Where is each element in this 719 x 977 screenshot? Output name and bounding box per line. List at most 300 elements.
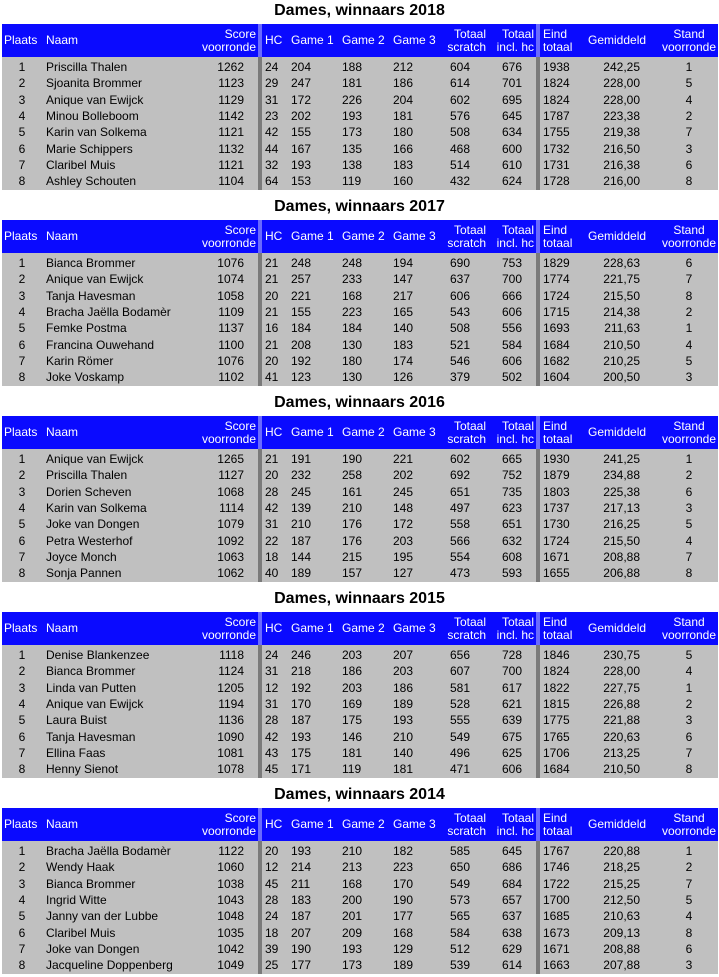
cell-hc: 21 (265, 337, 279, 352)
cell-totaal-inclhc: 752 (501, 468, 522, 483)
cell-gemiddeld: 210,50 (603, 337, 640, 352)
header-plaats: Plaats (4, 817, 38, 831)
cell-plaats: 6 (18, 729, 26, 744)
results-table-section (0, 0, 719, 190)
header-totaal-inclhc (488, 220, 534, 253)
cell-totaal-scratch: 607 (449, 664, 470, 679)
header-scratch-line1: Totaal (453, 26, 486, 41)
cell-totaal-scratch: 637 (449, 272, 470, 287)
cell-gemiddeld: 220,88 (603, 844, 640, 858)
cell-naam: Ellina Faas (46, 745, 106, 760)
cell-plaats: 4 (18, 108, 26, 123)
cell-totaal-scratch: 379 (449, 370, 470, 385)
header-inclhc-line1: Totaal (501, 26, 534, 41)
cell-game3: 203 (393, 664, 414, 679)
cell-totaal-inclhc: 621 (501, 696, 522, 711)
cell-gemiddeld: 209,13 (603, 925, 640, 940)
table-header (2, 416, 718, 449)
cell-plaats: 3 (18, 288, 26, 303)
cell-eind-totaal: 1737 (543, 500, 570, 515)
cell-hc: 20 (265, 844, 279, 858)
cell-totaal-scratch: 432 (449, 174, 470, 189)
cell-hc: 39 (265, 941, 279, 956)
cell-stand-voorronde: 4 (685, 664, 693, 679)
cell-totaal-inclhc: 624 (501, 174, 522, 189)
cell-game1: 245 (291, 484, 312, 499)
header-inclhc-line2: incl. hc (496, 431, 534, 446)
cell-stand-voorronde: 2 (685, 468, 693, 483)
cell-gemiddeld: 216,25 (603, 517, 640, 532)
cell-hc: 21 (265, 272, 279, 287)
cell-stand-voorronde: 2 (685, 108, 693, 123)
cell-gemiddeld: 228,00 (603, 76, 640, 91)
cell-hc: 21 (265, 452, 279, 466)
cell-stand-voorronde: 6 (685, 941, 693, 956)
cell-totaal-inclhc: 632 (501, 533, 522, 548)
header-game1: Game 1 (291, 229, 334, 243)
cell-score-voorronde: 1078 (217, 762, 244, 777)
header-eind-line1: Eind (543, 614, 568, 629)
results-table-section (0, 392, 719, 582)
cell-plaats: 6 (18, 925, 26, 940)
cell-game3: 223 (393, 860, 414, 875)
cell-score-voorronde: 1076 (217, 353, 244, 368)
header-score-line2: voorronde (201, 39, 256, 54)
header-eind-line2: totaal (543, 235, 573, 250)
cell-stand-voorronde: 8 (685, 174, 693, 189)
header-score-line1: Score (224, 222, 256, 237)
cell-totaal-scratch: 690 (449, 256, 470, 270)
cell-eind-totaal: 1746 (543, 860, 570, 875)
cell-naam: Joke van Dongen (46, 941, 140, 956)
cell-eind-totaal: 1715 (543, 304, 570, 319)
cell-plaats: 1 (18, 256, 26, 270)
cell-hc: 40 (265, 566, 279, 581)
cell-naam: Bianca Brommer (46, 664, 136, 679)
header-game3: Game 3 (393, 621, 436, 635)
header-inclhc-line2: incl. hc (496, 39, 534, 54)
header-stand-line2: voorronde (661, 39, 717, 54)
header-game3: Game 3 (393, 425, 436, 439)
header-naam: Naam (46, 621, 79, 635)
cell-gemiddeld: 216,00 (603, 174, 640, 189)
cell-game2: 209 (342, 925, 363, 940)
cell-game1: 211 (291, 876, 311, 891)
cell-totaal-scratch: 468 (449, 141, 470, 156)
header-plaats: Plaats (4, 425, 38, 439)
cell-naam: Bianca Brommer (46, 876, 136, 891)
cell-game1: 193 (291, 729, 312, 744)
cell-hc: 22 (265, 533, 279, 548)
cell-gemiddeld: 228,00 (603, 664, 640, 679)
cell-totaal-scratch: 602 (449, 92, 470, 107)
header-scratch-line2: scratch (447, 627, 486, 642)
cell-gemiddeld: 218,25 (603, 860, 640, 875)
cell-totaal-scratch: 614 (449, 76, 470, 91)
table-row (2, 533, 718, 549)
cell-totaal-scratch: 555 (449, 713, 470, 728)
cell-hc: 20 (265, 468, 279, 483)
cell-eind-totaal: 1722 (543, 876, 570, 891)
cell-game3: 204 (393, 92, 414, 107)
cell-score-voorronde: 1137 (218, 321, 244, 336)
cell-game2: 176 (342, 533, 363, 548)
cell-game1: 155 (291, 304, 312, 319)
cell-game3: 168 (393, 925, 414, 940)
table-row (2, 876, 718, 892)
cell-stand-voorronde: 7 (685, 272, 693, 287)
cell-eind-totaal: 1732 (543, 141, 570, 156)
cell-totaal-inclhc: 606 (501, 762, 522, 777)
cell-totaal-inclhc: 606 (501, 353, 522, 368)
cell-game3: 186 (393, 680, 414, 695)
cell-game2: 200 (342, 892, 363, 907)
header-stand-line2: voorronde (661, 823, 717, 838)
cell-stand-voorronde: 8 (685, 762, 693, 777)
cell-hc: 31 (265, 696, 279, 711)
cell-stand-voorronde: 3 (685, 141, 693, 156)
cell-eind-totaal: 1663 (543, 958, 570, 973)
cell-totaal-inclhc: 610 (501, 157, 522, 172)
cell-plaats: 8 (18, 958, 26, 973)
cell-totaal-scratch: 656 (449, 648, 470, 662)
cell-plaats: 1 (18, 844, 26, 858)
cell-naam: Priscilla Thalen (46, 468, 128, 483)
cell-stand-voorronde: 8 (685, 925, 693, 940)
cell-totaal-inclhc: 753 (501, 256, 522, 270)
cell-game1: 202 (291, 108, 312, 123)
header-gemiddeld: Gemiddeld (588, 817, 647, 831)
table-row (2, 941, 718, 957)
cell-game1: 183 (291, 892, 312, 907)
cell-eind-totaal: 1803 (543, 484, 570, 499)
cell-eind-totaal: 1684 (543, 762, 570, 777)
table-row (2, 516, 718, 532)
table-row (2, 255, 718, 271)
header-stand-line1: Stand (673, 222, 705, 237)
cell-game2: 213 (342, 860, 363, 875)
cell-game3: 174 (393, 353, 414, 368)
cell-game2: 226 (342, 92, 363, 107)
cell-hc: 28 (265, 713, 279, 728)
cell-hc: 29 (265, 76, 279, 91)
cell-stand-voorronde: 1 (685, 60, 693, 74)
table-row (2, 745, 718, 761)
header-eind-line2: totaal (543, 39, 573, 54)
header-scratch-line2: scratch (447, 39, 486, 54)
table-row (2, 108, 718, 124)
header-stand-line2: voorronde (661, 235, 717, 250)
cell-hc: 25 (265, 958, 279, 973)
table-row (2, 680, 718, 696)
table-row (2, 353, 718, 369)
cell-totaal-inclhc: 657 (501, 892, 522, 907)
cell-game3: 172 (393, 517, 414, 532)
cell-totaal-scratch: 576 (449, 108, 470, 123)
cell-game2: 223 (342, 304, 363, 319)
cell-plaats: 3 (18, 876, 26, 891)
cell-gemiddeld: 215,25 (603, 876, 640, 891)
cell-game3: 147 (393, 272, 414, 287)
header-separator (258, 220, 262, 253)
header-hc: HC (265, 229, 283, 243)
cell-score-voorronde: 1109 (218, 304, 244, 319)
table-row (2, 288, 718, 304)
cell-game1: 170 (291, 696, 312, 711)
cell-score-voorronde: 1058 (217, 288, 244, 303)
cell-game3: 210 (393, 729, 414, 744)
cell-eind-totaal: 1728 (543, 174, 570, 189)
cell-gemiddeld: 215,50 (603, 288, 640, 303)
header-scratch-line1: Totaal (453, 810, 486, 825)
cell-game1: 184 (291, 321, 312, 336)
cell-gemiddeld: 210,50 (603, 762, 640, 777)
cell-plaats: 6 (18, 337, 26, 352)
cell-naam: Anique van Ewijck (46, 92, 144, 107)
cell-game1: 187 (291, 533, 312, 548)
cell-plaats: 3 (18, 484, 26, 499)
cell-gemiddeld: 212,50 (603, 892, 640, 907)
cell-eind-totaal: 1765 (543, 729, 570, 744)
cell-naam: Bianca Brommer (46, 256, 136, 270)
cell-gemiddeld: 208,88 (603, 941, 640, 956)
cell-totaal-inclhc: 666 (501, 288, 522, 303)
header-game3: Game 3 (393, 817, 436, 831)
header-eind-line1: Eind (543, 418, 568, 433)
table-row (2, 549, 718, 565)
cell-game3: 190 (393, 892, 414, 907)
cell-score-voorronde: 1100 (218, 337, 244, 352)
cell-gemiddeld: 219,38 (603, 125, 640, 140)
header-score-line1: Score (224, 810, 256, 825)
cell-game2: 119 (342, 762, 362, 777)
cell-plaats: 7 (18, 549, 26, 564)
header-separator (536, 416, 540, 449)
cell-gemiddeld: 210,63 (603, 909, 640, 924)
cell-stand-voorronde: 2 (685, 304, 693, 319)
cell-stand-voorronde: 1 (685, 321, 693, 336)
table-row (2, 141, 718, 157)
header-game1: Game 1 (291, 425, 334, 439)
cell-stand-voorronde: 1 (685, 680, 693, 695)
cell-score-voorronde: 1205 (217, 680, 244, 695)
cell-eind-totaal: 1685 (543, 909, 570, 924)
cell-eind-totaal: 1829 (543, 256, 570, 270)
header-separator (536, 808, 540, 841)
cell-gemiddeld: 242,25 (603, 60, 640, 74)
cell-naam: Anique van Ewijck (46, 272, 144, 287)
cell-stand-voorronde: 1 (685, 844, 693, 858)
cell-totaal-scratch: 584 (449, 925, 470, 940)
cell-gemiddeld: 211,63 (604, 321, 640, 336)
header-separator (258, 416, 262, 449)
cell-gemiddeld: 241,25 (603, 452, 640, 466)
cell-naam: Bracha Jaëlla Bodamèr (46, 844, 171, 858)
table-row (2, 467, 718, 483)
header-stand-line2: voorronde (661, 627, 717, 642)
table-row (2, 157, 718, 173)
cell-naam: Karin van Solkema (46, 125, 147, 140)
cell-eind-totaal: 1846 (543, 648, 570, 662)
results-table-section (0, 588, 719, 778)
cell-totaal-scratch: 692 (449, 468, 470, 483)
cell-game3: 165 (393, 304, 414, 319)
cell-gemiddeld: 208,88 (603, 549, 640, 564)
cell-game2: 173 (342, 958, 363, 973)
header-scratch-line2: scratch (447, 431, 486, 446)
cell-eind-totaal: 1787 (543, 108, 570, 123)
cell-game2: 203 (342, 680, 363, 695)
cell-naam: Claribel Muis (46, 925, 116, 940)
cell-game1: 144 (291, 549, 312, 564)
cell-game1: 172 (291, 92, 312, 107)
header-score-voorronde (196, 416, 256, 449)
cell-totaal-inclhc: 651 (501, 517, 522, 532)
cell-game1: 123 (291, 370, 312, 385)
header-game3: Game 3 (393, 33, 436, 47)
header-separator (536, 220, 540, 253)
cell-game1: 214 (291, 860, 312, 875)
cell-game1: 190 (291, 941, 312, 956)
table-row (2, 925, 718, 941)
cell-totaal-inclhc: 675 (501, 729, 522, 744)
cell-naam: Sjoanita Brommer (46, 76, 143, 91)
cell-game3: 126 (393, 370, 414, 385)
header-game1: Game 1 (291, 621, 334, 635)
cell-plaats: 7 (18, 353, 26, 368)
header-eind-line1: Eind (543, 26, 568, 41)
cell-totaal-inclhc: 614 (501, 958, 522, 973)
cell-stand-voorronde: 5 (685, 353, 693, 368)
table-row (2, 59, 718, 75)
cell-hc: 45 (265, 876, 279, 891)
cell-game3: 195 (393, 549, 414, 564)
cell-game1: 207 (291, 925, 312, 940)
cell-score-voorronde: 1062 (217, 566, 244, 581)
cell-eind-totaal: 1724 (543, 533, 570, 548)
cell-plaats: 4 (18, 500, 26, 515)
cell-gemiddeld: 207,88 (603, 958, 640, 973)
table-body (2, 645, 718, 778)
cell-gemiddeld: 215,50 (603, 533, 640, 548)
cell-naam: Minou Bolleboom (46, 108, 139, 123)
cell-totaal-scratch: 549 (449, 876, 470, 891)
header-stand-voorronde (662, 416, 716, 449)
table-row (2, 369, 718, 385)
cell-gemiddeld: 223,38 (603, 108, 640, 123)
header-naam: Naam (46, 33, 79, 47)
cell-game2: 130 (342, 337, 363, 352)
cell-eind-totaal: 1938 (543, 60, 570, 74)
cell-totaal-scratch: 512 (449, 941, 470, 956)
table-title: Dames, winnaars 2016 (274, 394, 445, 411)
cell-stand-voorronde: 3 (685, 370, 693, 385)
cell-game1: 232 (291, 468, 312, 483)
table-row (2, 500, 718, 516)
cell-game2: 201 (342, 909, 363, 924)
cell-eind-totaal: 1774 (543, 272, 570, 287)
table-header (2, 220, 718, 253)
cell-totaal-inclhc: 676 (501, 60, 522, 74)
cell-game2: 138 (342, 157, 363, 172)
cell-score-voorronde: 1262 (217, 60, 244, 74)
header-stand-line1: Stand (673, 810, 705, 825)
cell-game1: 191 (291, 452, 312, 466)
cell-hc: 31 (265, 92, 279, 107)
cell-hc: 32 (265, 157, 279, 172)
cell-stand-voorronde: 1 (685, 452, 693, 466)
cell-game2: 119 (342, 174, 362, 189)
cell-totaal-scratch: 528 (449, 696, 470, 711)
cell-hc: 20 (265, 288, 279, 303)
table-row (2, 729, 718, 745)
cell-game1: 187 (291, 713, 312, 728)
cell-game2: 168 (342, 876, 363, 891)
header-gemiddeld: Gemiddeld (588, 425, 647, 439)
cell-game1: 193 (291, 157, 312, 172)
cell-plaats: 3 (18, 92, 26, 107)
cell-hc: 21 (265, 304, 279, 319)
cell-stand-voorronde: 2 (685, 860, 693, 875)
cell-game3: 140 (393, 321, 414, 336)
cell-game1: 155 (291, 125, 312, 140)
header-score-voorronde (196, 24, 256, 57)
cell-totaal-scratch: 558 (449, 517, 470, 532)
cell-naam: Anique van Ewijck (46, 452, 144, 466)
cell-score-voorronde: 1124 (218, 664, 244, 679)
cell-game3: 212 (393, 60, 414, 74)
header-score-line2: voorronde (201, 823, 256, 838)
cell-stand-voorronde: 5 (685, 76, 693, 91)
cell-game3: 181 (393, 762, 414, 777)
header-gemiddeld: Gemiddeld (588, 621, 647, 635)
cell-eind-totaal: 1673 (543, 925, 570, 940)
cell-score-voorronde: 1076 (217, 256, 244, 270)
header-stand-line1: Stand (673, 614, 705, 629)
cell-stand-voorronde: 7 (685, 876, 693, 891)
table-row (2, 484, 718, 500)
table-row (2, 663, 718, 679)
cell-plaats: 8 (18, 370, 26, 385)
cell-game2: 193 (342, 108, 363, 123)
cell-plaats: 8 (18, 762, 26, 777)
header-separator (258, 808, 262, 841)
header-stand-line2: voorronde (661, 431, 717, 446)
table-body (2, 449, 718, 582)
cell-stand-voorronde: 7 (685, 745, 693, 760)
cell-game2: 181 (342, 76, 363, 91)
header-score-line1: Score (224, 418, 256, 433)
cell-stand-voorronde: 4 (685, 92, 693, 107)
cell-stand-voorronde: 6 (685, 157, 693, 172)
cell-naam: Henny Sienot (46, 762, 119, 777)
header-hc: HC (265, 33, 283, 47)
header-score-line1: Score (224, 614, 256, 629)
cell-totaal-scratch: 606 (449, 288, 470, 303)
cell-naam: Ashley Schouten (46, 174, 137, 189)
cell-game3: 148 (393, 500, 414, 515)
cell-totaal-scratch: 650 (449, 860, 470, 875)
cell-naam: Karin Römer (46, 353, 114, 368)
cell-naam: Anique van Ewijck (46, 696, 144, 711)
table-row (2, 957, 718, 973)
cell-naam: Dorien Scheven (46, 484, 132, 499)
cell-game2: 190 (342, 452, 363, 466)
table-row (2, 761, 718, 777)
header-game1: Game 1 (291, 817, 334, 831)
table-row (2, 337, 718, 353)
cell-gemiddeld: 210,25 (603, 353, 640, 368)
